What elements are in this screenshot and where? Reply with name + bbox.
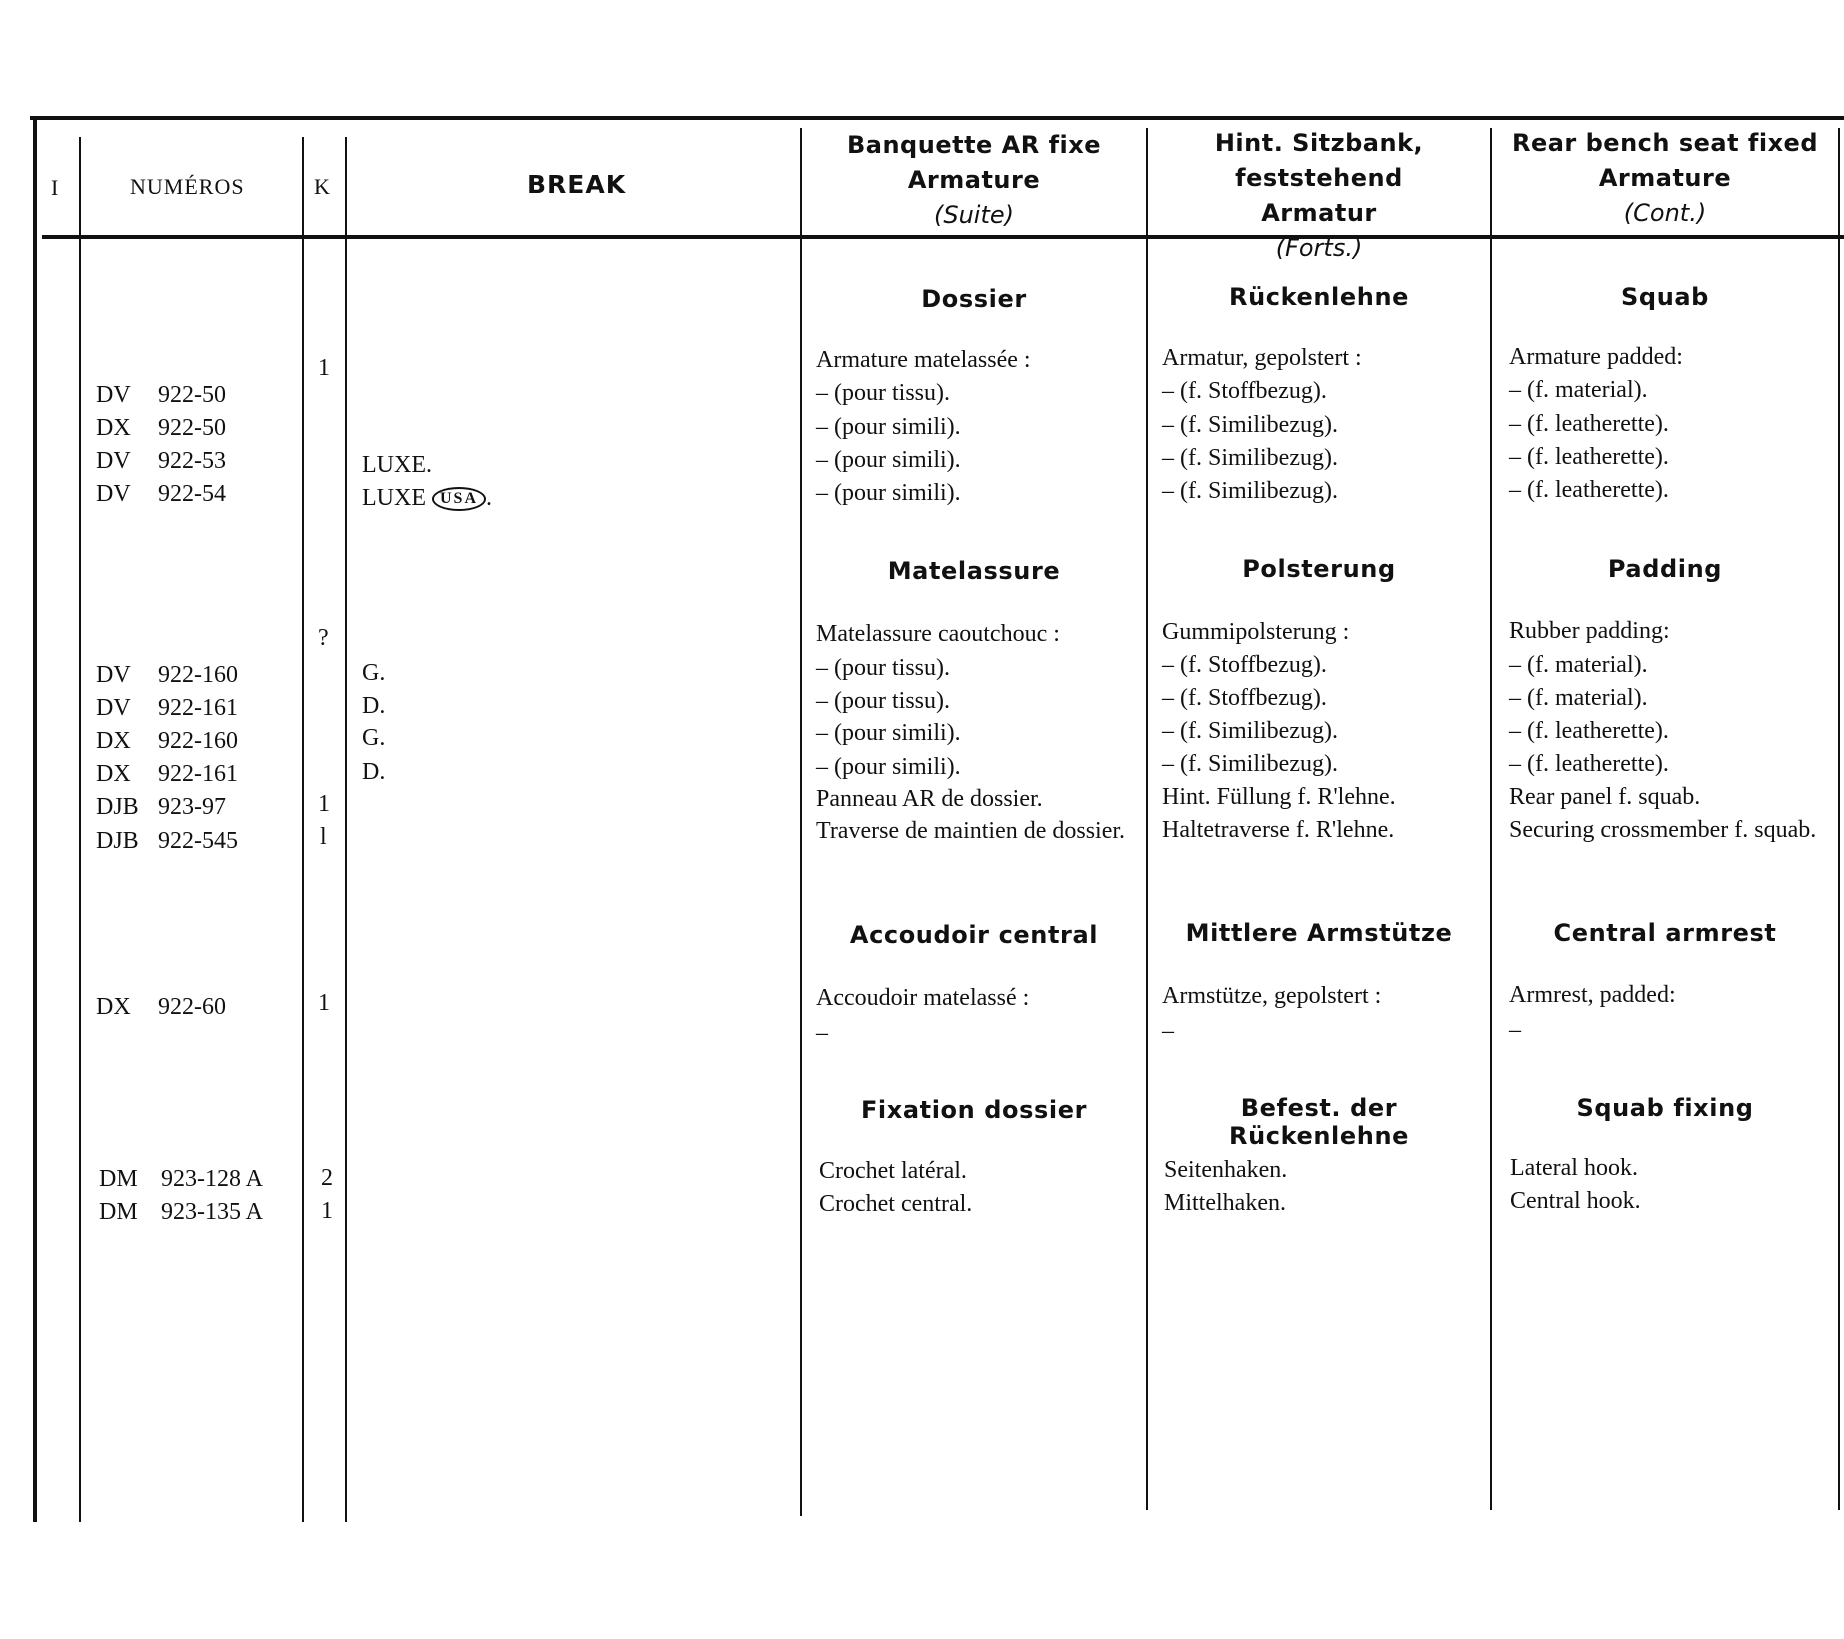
- desc-de: – (f. Stoffbezug).: [1162, 685, 1327, 711]
- part-number: [96, 692, 238, 725]
- desc-fr: – (pour simili).: [816, 414, 961, 440]
- desc-fr: – (pour simili).: [816, 480, 961, 506]
- part-code: DJB: [96, 828, 139, 854]
- desc-de: – (f. Stoffbezug).: [1162, 378, 1327, 404]
- desc-de: – (f. Stoffbezug).: [1162, 652, 1327, 678]
- desc-en: Rear panel f. squab.: [1509, 784, 1701, 810]
- part-ref: 922-54: [158, 481, 226, 507]
- part-code: DX: [96, 415, 131, 441]
- k-quantity: l: [320, 824, 327, 850]
- part-ref: 922-161: [158, 761, 238, 787]
- header-rule: [42, 235, 1844, 239]
- section-heading-en: Central armrest: [1553, 919, 1777, 947]
- section-heading-fr: Fixation dossier: [860, 1096, 1088, 1124]
- header-col-en: [1492, 126, 1838, 231]
- desc-de: Hint. Füllung f. R'lehne.: [1162, 784, 1396, 810]
- desc-de: – (f. Similibezug).: [1162, 751, 1338, 777]
- part-ref: 922-545: [158, 828, 238, 854]
- part-ref: 922-50: [158, 382, 226, 408]
- section-heading-en: Squab fixing: [1576, 1094, 1754, 1122]
- break-variant: D.: [362, 759, 386, 785]
- header-de-title: Hint. Sitzbank, feststehend: [1214, 129, 1424, 192]
- desc-en: Rubber padding:: [1509, 618, 1670, 644]
- part-code: DV: [96, 481, 131, 507]
- part-number: [96, 991, 226, 1024]
- desc-de: –: [1162, 1018, 1174, 1044]
- divider-k-right: [345, 137, 347, 1522]
- divider-numeros-left: [79, 137, 81, 1522]
- section-heading-en: Padding: [1607, 555, 1723, 583]
- desc-en: – (f. material).: [1509, 377, 1648, 403]
- desc-fr: – (pour simili).: [816, 754, 961, 780]
- desc-fr: Armature matelassée :: [816, 347, 1031, 373]
- part-code: DJB: [96, 794, 139, 820]
- desc-de: Seitenhaken.: [1164, 1157, 1288, 1183]
- k-quantity: 2: [321, 1165, 333, 1191]
- part-number: [96, 725, 238, 758]
- divider-break-right: [800, 128, 802, 1516]
- desc-de: – (f. Similibezug).: [1162, 718, 1338, 744]
- top-rule: [30, 116, 1844, 120]
- desc-fr: Accoudoir matelassé :: [816, 985, 1030, 1011]
- part-number: [96, 379, 226, 412]
- desc-de: – (f. Similibezug).: [1162, 445, 1338, 471]
- part-number: [96, 445, 226, 478]
- header-de-note: (Forts.): [1275, 234, 1363, 262]
- header-col-k: K: [314, 174, 330, 199]
- desc-en: –: [1509, 1017, 1521, 1043]
- part-ref: 922-161: [158, 695, 238, 721]
- desc-fr: Crochet latéral.: [819, 1158, 967, 1184]
- header-fr-note: (Suite): [933, 201, 1014, 229]
- part-code: DX: [96, 761, 131, 787]
- part-ref: 923-135 A: [161, 1199, 263, 1225]
- header-en-subtitle: Armature: [1598, 164, 1732, 192]
- header-en-title: Rear bench seat fixed: [1511, 129, 1819, 157]
- desc-fr: –: [816, 1020, 828, 1046]
- part-code: DV: [96, 662, 131, 688]
- section-heading-fr: Dossier: [921, 285, 1027, 313]
- header-en-note: (Cont.): [1623, 199, 1707, 227]
- desc-en: Central hook.: [1510, 1188, 1641, 1214]
- break-variant: [362, 482, 492, 515]
- break-variant: G.: [362, 725, 386, 751]
- part-number: [96, 478, 226, 511]
- part-number: [96, 791, 226, 824]
- desc-fr: Panneau AR de dossier.: [816, 786, 1043, 812]
- header-col-numeros: NUMÉROS: [130, 174, 245, 199]
- desc-de: Gummipolsterung :: [1162, 619, 1350, 645]
- header-fr-subtitle: Armature: [907, 166, 1041, 194]
- part-ref: 923-128 A: [161, 1166, 263, 1192]
- section-heading-fr: Matelassure: [887, 557, 1061, 585]
- header-de-subtitle: Armatur: [1261, 199, 1377, 227]
- part-ref: 922-60: [158, 994, 226, 1020]
- desc-en: Lateral hook.: [1510, 1155, 1638, 1181]
- part-number: [99, 1196, 263, 1229]
- desc-fr: Traverse de maintien de dossier.: [816, 818, 1126, 844]
- desc-en: – (f. leatherette).: [1509, 751, 1669, 777]
- part-ref: 922-160: [158, 728, 238, 754]
- desc-de: Armstütze, gepolstert :: [1162, 983, 1382, 1009]
- part-number: [96, 758, 238, 791]
- break-variant: D.: [362, 693, 386, 719]
- k-quantity: 1: [321, 1198, 333, 1224]
- part-ref: 922-50: [158, 415, 226, 441]
- k-quantity: 1: [318, 791, 330, 817]
- header-col-i: I: [51, 175, 59, 200]
- desc-de: Armatur, gepolstert :: [1162, 345, 1362, 371]
- desc-fr: – (pour tissu).: [816, 655, 950, 681]
- outer-left-border: [33, 118, 37, 1522]
- part-ref: 923-97: [158, 794, 226, 820]
- desc-en: – (f. leatherette).: [1509, 477, 1669, 503]
- part-code: DV: [96, 382, 131, 408]
- section-heading-de: Rückenlehne: [1228, 283, 1410, 311]
- desc-fr: – (pour simili).: [816, 720, 961, 746]
- break-variant: G.: [362, 660, 386, 686]
- desc-de: – (f. Similibezug).: [1162, 412, 1338, 438]
- desc-fr: Crochet central.: [819, 1191, 973, 1217]
- break-suffix: .: [486, 485, 492, 511]
- part-code: DM: [99, 1166, 138, 1192]
- section-heading-de: Polsterung: [1242, 555, 1396, 583]
- divider-en-right: [1838, 128, 1840, 1510]
- desc-de: Haltetraverse f. R'lehne.: [1162, 817, 1395, 843]
- desc-en: – (f. leatherette).: [1509, 444, 1669, 470]
- desc-en: – (f. material).: [1509, 652, 1648, 678]
- k-quantity: 1: [318, 355, 330, 381]
- desc-fr: Matelassure caoutchouc :: [816, 621, 1060, 647]
- desc-en: – (f. leatherette).: [1509, 718, 1669, 744]
- desc-en: – (f. material).: [1509, 685, 1648, 711]
- desc-fr: – (pour tissu).: [816, 380, 950, 406]
- part-ref: 922-53: [158, 448, 226, 474]
- section-heading-de: Befest. der Rückenlehne: [1228, 1094, 1410, 1150]
- part-number: [96, 825, 238, 858]
- break-variant: LUXE.: [362, 452, 432, 478]
- section-heading-fr: Accoudoir central: [849, 921, 1099, 949]
- desc-fr: – (pour tissu).: [816, 688, 950, 714]
- header-col-break: BREAK: [527, 170, 627, 199]
- part-number: [96, 412, 226, 445]
- section-heading-de: Mittlere Armstütze: [1185, 919, 1453, 947]
- part-code: DV: [96, 695, 131, 721]
- desc-en: Securing crossmember f. squab.: [1509, 817, 1817, 843]
- divider-de-right: [1490, 128, 1492, 1510]
- break-label: LUXE: [362, 485, 426, 511]
- part-number: [96, 659, 238, 692]
- part-code: DX: [96, 994, 131, 1020]
- desc-fr: – (pour simili).: [816, 447, 961, 473]
- desc-de: Mittelhaken.: [1164, 1190, 1286, 1216]
- k-quantity: ?: [318, 625, 329, 651]
- part-code: DX: [96, 728, 131, 754]
- header-col-fr: [802, 128, 1146, 233]
- desc-en: Armature padded:: [1509, 344, 1683, 370]
- desc-en: – (f. leatherette).: [1509, 411, 1669, 437]
- part-code: DV: [96, 448, 131, 474]
- k-quantity: 1: [318, 990, 330, 1016]
- part-ref: 922-160: [158, 662, 238, 688]
- header-fr-title: Banquette AR fixe: [846, 131, 1102, 159]
- desc-de: – (f. Similibezug).: [1162, 478, 1338, 504]
- divider-fr-right: [1146, 128, 1148, 1510]
- part-code: DM: [99, 1199, 138, 1225]
- desc-en: Armrest, padded:: [1509, 982, 1676, 1008]
- divider-k-left: [302, 137, 304, 1522]
- part-number: [99, 1163, 263, 1196]
- section-heading-en: Squab: [1621, 283, 1709, 311]
- header-col-de: [1148, 126, 1490, 266]
- usa-badge: USA: [432, 487, 486, 511]
